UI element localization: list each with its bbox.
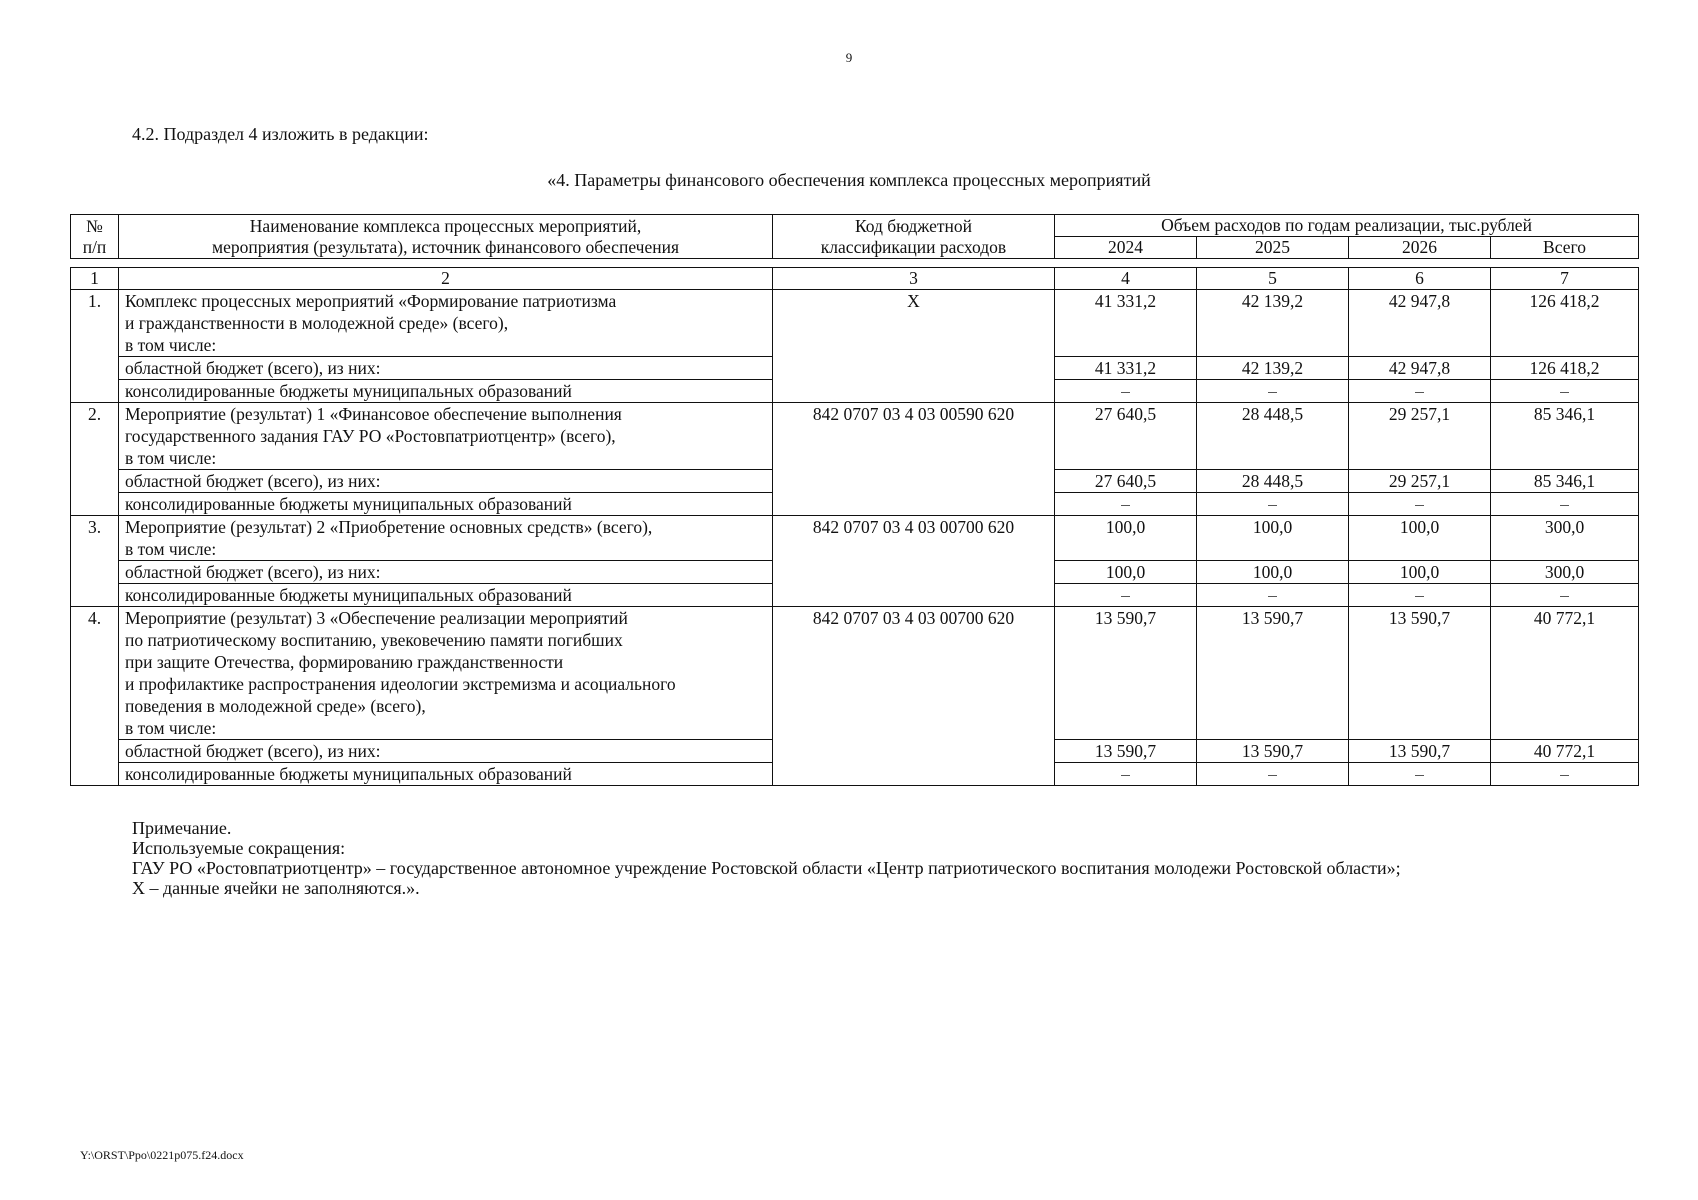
budget-code: Х: [773, 290, 1055, 403]
row-title-line: Мероприятие (результат) 1 «Финансовое обеспечение выполнения: [125, 404, 622, 424]
amount-regional-1: 28 448,5: [1197, 470, 1349, 493]
header-code-line1: Код бюджетной: [854, 215, 973, 236]
amount-municipal-1: –: [1197, 763, 1349, 786]
amount-municipal-3: –: [1491, 584, 1639, 607]
note-block: [132, 818, 1401, 898]
amount-regional-1: 42 139,2: [1197, 357, 1349, 380]
col-number-7: 7: [1491, 268, 1639, 290]
amount-municipal-0: –: [1055, 584, 1197, 607]
municipal-budget-label: консолидированные бюджеты муниципальных образований: [119, 763, 773, 786]
amount-total-0: 100,0: [1055, 516, 1197, 561]
row-title-line: при защите Отечества, формированию гражданственности: [125, 652, 564, 672]
regional-budget-label: областной бюджет (всего), из них:: [119, 561, 773, 584]
header-volume: Объем расходов по годам реализации, тыс.рублей: [1055, 215, 1639, 237]
row-title-line: в том числе:: [125, 335, 217, 355]
municipal-budget-label: консолидированные бюджеты муниципальных образований: [119, 584, 773, 607]
amount-total-1: 13 590,7: [1197, 607, 1349, 740]
header-code-line2: классификации расходов: [820, 236, 1007, 257]
amount-municipal-3: –: [1491, 493, 1639, 516]
amount-total-3: 85 346,1: [1491, 403, 1639, 470]
amount-total-0: 41 331,2: [1055, 290, 1197, 357]
table-row: [71, 607, 1639, 740]
amount-regional-2: 100,0: [1349, 561, 1491, 584]
amount-total-2: 29 257,1: [1349, 403, 1491, 470]
amount-total-2: 100,0: [1349, 516, 1491, 561]
table-row: [71, 290, 1639, 357]
amount-municipal-3: –: [1491, 380, 1639, 403]
amount-regional-0: 41 331,2: [1055, 357, 1197, 380]
row-number: 4.: [71, 607, 119, 786]
header-2026: 2026: [1349, 237, 1491, 259]
header-name-line2: мероприятия (результата), источник финансового обеспечения: [212, 236, 679, 257]
row-title-line: и профилактике распространения идеологии экстремизма и асоциального: [125, 674, 676, 694]
row-number: 1.: [71, 290, 119, 403]
amount-regional-2: 42 947,8: [1349, 357, 1491, 380]
row-title-line: государственного задания ГАУ РО «Ростовпатриотцентр» (всего),: [125, 426, 616, 446]
budget-code: 842 0707 03 4 03 00590 620: [773, 403, 1055, 516]
col-number-1: 1: [71, 268, 119, 290]
row-title-line: Комплекс процессных мероприятий «Формирование патриотизма: [125, 291, 617, 311]
regional-budget-label: областной бюджет (всего), из них:: [119, 470, 773, 493]
amount-municipal-0: –: [1055, 763, 1197, 786]
amount-regional-1: 100,0: [1197, 561, 1349, 584]
row-title-line: в том числе:: [125, 539, 217, 559]
amount-regional-0: 100,0: [1055, 561, 1197, 584]
amount-municipal-1: –: [1197, 380, 1349, 403]
amount-total-2: 13 590,7: [1349, 607, 1491, 740]
amount-total-1: 42 139,2: [1197, 290, 1349, 357]
row-title-line: в том числе:: [125, 718, 217, 738]
row-title: [119, 607, 773, 740]
header-total: Всего: [1491, 237, 1639, 259]
amount-total-2: 42 947,8: [1349, 290, 1491, 357]
row-number: 2.: [71, 403, 119, 516]
amount-regional-2: 29 257,1: [1349, 470, 1491, 493]
row-number: 3.: [71, 516, 119, 607]
note-line-2: Х – данные ячейки не заполняются.».: [132, 878, 420, 898]
amount-total-3: 126 418,2: [1491, 290, 1639, 357]
row-title-line: и гражданственности в молодежной среде» (всего),: [125, 313, 509, 333]
amount-total-1: 100,0: [1197, 516, 1349, 561]
intro-text: 4.2. Подраздел 4 изложить в редакции:: [132, 124, 429, 144]
regional-budget-label: областной бюджет (всего), из них:: [119, 357, 773, 380]
amount-municipal-2: –: [1349, 493, 1491, 516]
header-2024: 2024: [1055, 237, 1197, 259]
col-number-3: 3: [773, 268, 1055, 290]
amount-regional-0: 27 640,5: [1055, 470, 1197, 493]
header-2025: 2025: [1197, 237, 1349, 259]
row-title-line: в том числе:: [125, 448, 217, 468]
page-number: 9: [845, 50, 853, 65]
amount-total-1: 28 448,5: [1197, 403, 1349, 470]
amount-regional-3: 126 418,2: [1491, 357, 1639, 380]
municipal-budget-label: консолидированные бюджеты муниципальных образований: [119, 493, 773, 516]
note-line-1: ГАУ РО «Ростовпатриотцентр» – государственное автономное учреждение Ростовской области «Центр патриотического воспитания молодежи Ростовской области»;: [132, 858, 1401, 878]
amount-regional-3: 300,0: [1491, 561, 1639, 584]
header-row-1: [71, 215, 1639, 237]
table-heading: «4. Параметры финансового обеспечения комплекса процессных мероприятий: [547, 170, 1151, 190]
amount-municipal-1: –: [1197, 493, 1349, 516]
amount-municipal-1: –: [1197, 584, 1349, 607]
col-number-6: 6: [1349, 268, 1491, 290]
column-number-row: [71, 268, 1639, 290]
header-num-line1: №: [86, 215, 103, 236]
amount-total-3: 300,0: [1491, 516, 1639, 561]
header-code: [773, 215, 1055, 259]
amount-regional-0: 13 590,7: [1055, 740, 1197, 763]
table-row: [71, 403, 1639, 470]
municipal-budget-label: консолидированные бюджеты муниципальных образований: [119, 380, 773, 403]
col-number-2: 2: [119, 268, 773, 290]
amount-municipal-2: –: [1349, 584, 1491, 607]
header-gap-cell: [71, 259, 1639, 268]
budget-code: 842 0707 03 4 03 00700 620: [773, 516, 1055, 607]
amount-regional-3: 40 772,1: [1491, 740, 1639, 763]
col-number-4: 4: [1055, 268, 1197, 290]
amount-municipal-2: –: [1349, 763, 1491, 786]
amount-total-0: 27 640,5: [1055, 403, 1197, 470]
row-title-line: по патриотическому воспитанию, увековечению памяти погибших: [125, 630, 623, 650]
table-row: [71, 516, 1639, 561]
amount-municipal-0: –: [1055, 380, 1197, 403]
budget-code: 842 0707 03 4 03 00700 620: [773, 607, 1055, 786]
amount-total-3: 40 772,1: [1491, 607, 1639, 740]
table-body: [71, 215, 1639, 786]
header-name: [119, 215, 773, 259]
amount-regional-3: 85 346,1: [1491, 470, 1639, 493]
row-title: [119, 403, 773, 470]
note-title: Примечание.: [132, 818, 232, 838]
amount-total-0: 13 590,7: [1055, 607, 1197, 740]
header-gap: [71, 259, 1639, 268]
amount-municipal-3: –: [1491, 763, 1639, 786]
header-name-line1: Наименование комплекса процессных мероприятий,: [249, 215, 642, 236]
row-title: [119, 290, 773, 357]
amount-regional-1: 13 590,7: [1197, 740, 1349, 763]
amount-regional-2: 13 590,7: [1349, 740, 1491, 763]
header-num-line2: п/п: [82, 236, 107, 257]
header-num: [71, 215, 119, 259]
col-number-5: 5: [1197, 268, 1349, 290]
footer-file-path: Y:\ORST\Ppo\0221p075.f24.docx: [80, 1148, 244, 1162]
financing-table: [70, 214, 1639, 786]
row-title-line: поведения в молодежной среде» (всего),: [125, 696, 426, 716]
row-title-line: Мероприятие (результат) 2 «Приобретение основных средств» (всего),: [125, 517, 653, 537]
amount-municipal-0: –: [1055, 493, 1197, 516]
row-title: [119, 516, 773, 561]
row-title-line: Мероприятие (результат) 3 «Обеспечение реализации мероприятий: [125, 608, 628, 628]
regional-budget-label: областной бюджет (всего), из них:: [119, 740, 773, 763]
note-abbr-title: Используемые сокращения:: [132, 838, 346, 858]
amount-municipal-2: –: [1349, 380, 1491, 403]
